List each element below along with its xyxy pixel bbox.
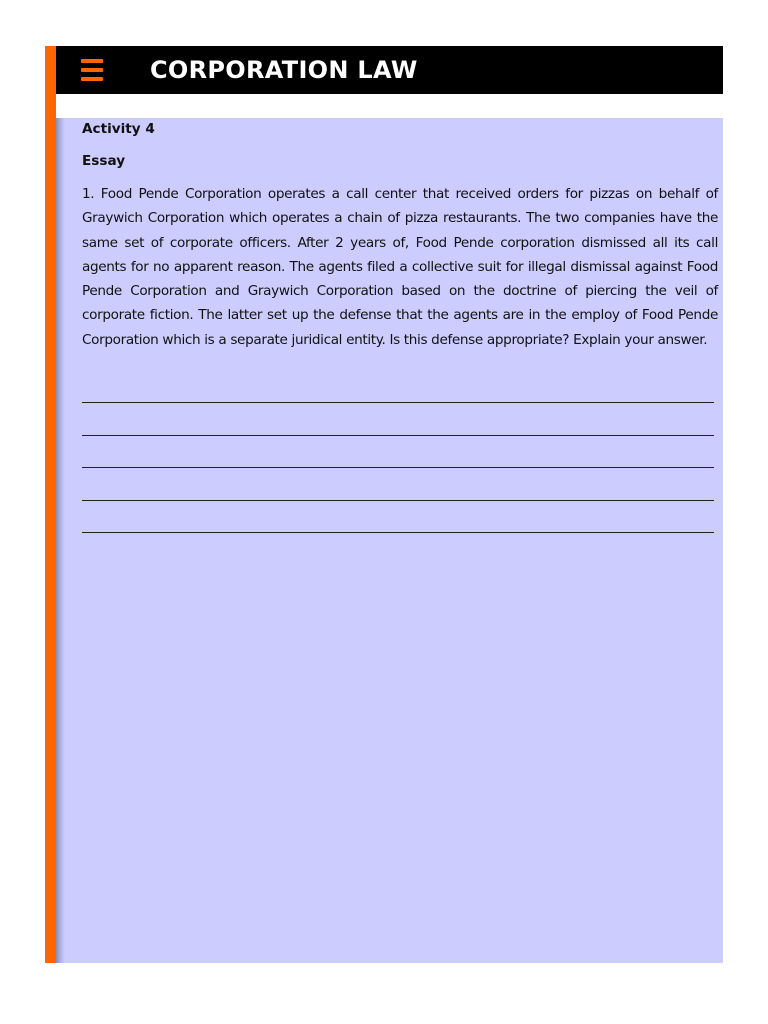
document-page xyxy=(45,46,723,963)
accent-sidebar xyxy=(45,46,56,963)
answer-line xyxy=(82,435,714,436)
essay-question: 1. Food Pende Corporation operates a call center that received orders for pizzas on behalf of Graywich Corporation which operates a chain of pizza restaurants. The two companies have the same set of corporate officers. After 2 years of, Food Pende corporation dismissed all its call agents for no apparent reason. The agents filed a collective suit for illegal dismissal against Food Pende Corporation and Graywich Corporation based on the doctrine of piercing the veil of corporate fiction. The latter set up the defense that the agents are in the employ of Food Pende Corporation which is a separate juridical entity. Is this defense appropriate? Explain your answer. xyxy=(82,186,718,348)
answer-line xyxy=(82,532,714,533)
panel-shadow xyxy=(56,118,65,963)
answer-line xyxy=(82,500,714,501)
activity-heading: Activity 4 xyxy=(82,121,155,137)
answer-line xyxy=(82,467,714,468)
header-bar xyxy=(56,46,723,94)
hamburger-menu-icon[interactable] xyxy=(81,59,103,81)
page-title: CORPORATION LAW xyxy=(150,56,418,84)
answer-line xyxy=(82,402,714,403)
essay-heading: Essay xyxy=(82,153,126,169)
content-panel xyxy=(56,118,723,963)
